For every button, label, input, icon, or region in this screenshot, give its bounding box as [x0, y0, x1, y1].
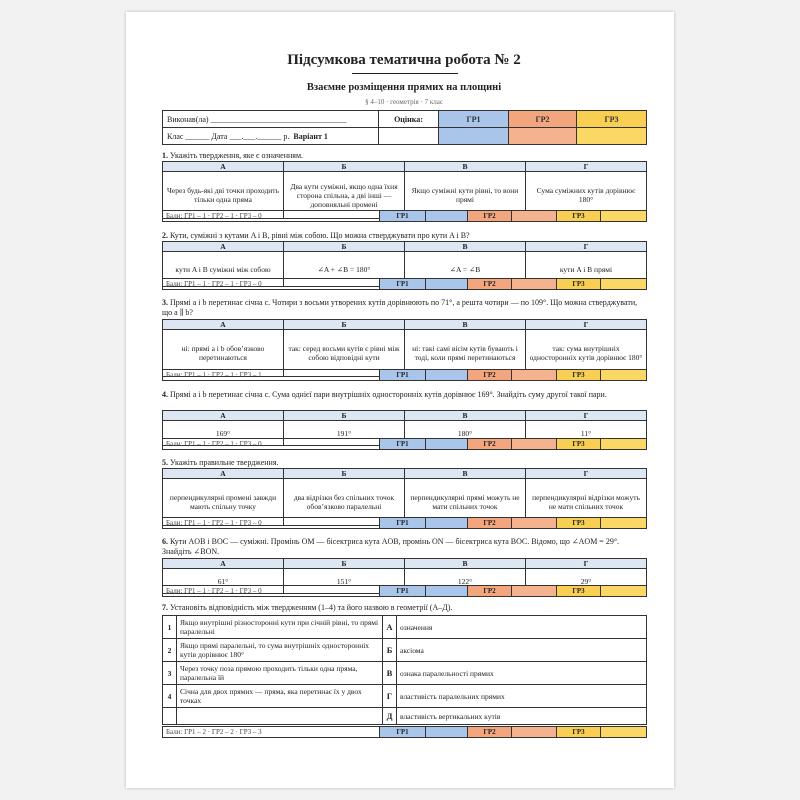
- answer-option[interactable]: Якщо суміжні кути рівні, то вони прямі: [405, 172, 526, 219]
- option-letter: Г: [526, 411, 647, 421]
- question-7-score-row: [162, 726, 647, 738]
- option-letter: Б: [284, 559, 405, 569]
- question-4-text: [162, 390, 646, 400]
- option-letter: А: [163, 411, 284, 421]
- score-text: Бали: ГР1 – 1 · ГР2 – 1 · ГР3 – 0: [163, 211, 380, 222]
- answer-option[interactable]: ні: прямі a і b обов’язково перетинаються: [163, 330, 284, 377]
- score-label-gr1: ГР1: [380, 370, 426, 381]
- page-title: Підсумкова тематична робота № 2: [287, 52, 521, 68]
- student-header-table: [162, 110, 647, 145]
- term-text[interactable]: властивість паралельних прямих: [397, 685, 647, 708]
- score-cell-gr3[interactable]: [601, 727, 647, 738]
- score-cell-gr3[interactable]: [601, 439, 647, 450]
- worksheet-page: [126, 12, 674, 788]
- term-letter: В: [383, 662, 397, 685]
- option-letter: А: [163, 559, 284, 569]
- option-letter: Б: [284, 320, 405, 330]
- score-label-gr2: ГР2: [468, 518, 512, 529]
- grade-cell-gr1[interactable]: [439, 128, 509, 145]
- question-6-score-row: [162, 585, 647, 597]
- answer-option[interactable]: так: сума внутрішніх односторонніх кутів дорівнює 180°: [526, 330, 647, 377]
- grade-label: Оцінка:: [379, 111, 439, 128]
- question-7-prompt: Установіть відповідність між твердженням (1–4) та його назвою в геометрії (А–Д).: [170, 603, 453, 612]
- score-cell-gr1[interactable]: [426, 211, 468, 222]
- question-number: 4.: [162, 390, 168, 399]
- question-3-text: [162, 298, 646, 318]
- score-label-gr2: ГР2: [468, 370, 512, 381]
- grade-cell-gr3[interactable]: [577, 128, 647, 145]
- answer-option[interactable]: 180°: [405, 421, 526, 446]
- score-cell-gr3[interactable]: [601, 586, 647, 597]
- answer-option[interactable]: 29°: [526, 569, 647, 594]
- score-label-gr3: ГР3: [557, 370, 601, 381]
- question-number: 1.: [162, 151, 168, 160]
- score-cell-gr3[interactable]: [601, 279, 647, 290]
- option-letter: Б: [284, 162, 405, 172]
- answer-option[interactable]: кути A і B прямі: [526, 252, 647, 287]
- option-letter: Б: [284, 411, 405, 421]
- score-label-gr2: ГР2: [468, 211, 512, 222]
- score-cell-gr2[interactable]: [512, 586, 557, 597]
- title-underline: [352, 73, 458, 74]
- answer-option[interactable]: перпендикулярні прямі можуть не мати спільних точок: [405, 479, 526, 526]
- term-text[interactable]: аксіома: [397, 639, 647, 662]
- score-cell-gr1[interactable]: [426, 518, 468, 529]
- question-prompt: Прямі a і b перетинає січна c. Сума однієї пари внутрішніх односторонніх кутів дорівнює 169°. Знайдіть суму другої такої пари.: [170, 390, 607, 399]
- question-5-score-row: [162, 517, 647, 529]
- score-text: Бали: ГР1 – 1 · ГР2 – 1 · ГР3 – 0: [163, 518, 380, 529]
- option-letter: А: [163, 320, 284, 330]
- answer-option[interactable]: Через будь-які дві точки проходить тільки одна пряма: [163, 172, 284, 219]
- score-label-gr3: ГР3: [557, 586, 601, 597]
- variant-label: Варіант 1: [293, 131, 328, 141]
- statement-text: Січна для двох прямих — пряма, яка перетинає їх у двох точках: [177, 685, 383, 708]
- option-letter: Б: [284, 242, 405, 252]
- option-letter: Г: [526, 559, 647, 569]
- answer-option[interactable]: 169°: [163, 421, 284, 446]
- group-header-gr3: ГР3: [577, 111, 647, 128]
- group-header-gr2: ГР2: [509, 111, 577, 128]
- statement-number: 1: [163, 616, 177, 639]
- question-number: 2.: [162, 231, 168, 240]
- question-7-number: 7.: [162, 603, 168, 612]
- question-2-score-row: [162, 278, 647, 290]
- score-label-gr3: ГР3: [557, 211, 601, 222]
- question-4-score-row: [162, 438, 647, 450]
- term-letter: Б: [383, 639, 397, 662]
- option-letter: Г: [526, 242, 647, 252]
- score-text: Бали: ГР1 – 1 · ГР2 – 1 · ГР3 – 1: [163, 370, 380, 381]
- score-label-gr1: ГР1: [380, 727, 426, 738]
- statement-number: 3: [163, 662, 177, 685]
- score-cell-gr2[interactable]: [512, 518, 557, 529]
- question-prompt: Кути, суміжні з кутами A і B, рівні між собою. Що можна стверджувати про кути A і B?: [170, 231, 470, 240]
- score-cell-gr2[interactable]: [512, 439, 557, 450]
- page-subtitle: Взаємне розміщення прямих на площині: [306, 82, 502, 93]
- score-cell-gr2[interactable]: [512, 727, 557, 738]
- score-label-gr1: ГР1: [380, 439, 426, 450]
- performed-field[interactable]: Виконав(ла) __________________________________: [163, 111, 379, 128]
- score-label-gr3: ГР3: [557, 727, 601, 738]
- class-date-text: Клас ______ Дата ___.___.______ р.: [167, 131, 290, 141]
- score-label-gr2: ГР2: [468, 727, 512, 738]
- question-3-score-row: [162, 369, 647, 381]
- group-header-gr1: ГР1: [439, 111, 509, 128]
- term-letter: Г: [383, 685, 397, 708]
- score-label-gr3: ГР3: [557, 279, 601, 290]
- question-6-text: [162, 537, 646, 557]
- option-letter: В: [405, 242, 526, 252]
- answer-option[interactable]: ∠A = ∠B: [405, 252, 526, 287]
- score-label-gr1: ГР1: [380, 279, 426, 290]
- question-1-text: [162, 151, 646, 161]
- question-prompt: Укажіть правильне твердження.: [170, 458, 279, 467]
- answer-option[interactable]: перпендикулярні промені завжди мають спільну точку: [163, 479, 284, 526]
- statement-text: Якщо внутрішні різносторонні кути при січній рівні, то прямі паралельні: [177, 616, 383, 639]
- question-number: 6.: [162, 537, 168, 546]
- option-letter: Б: [284, 469, 405, 479]
- answer-option[interactable]: кути A і B суміжні між собою: [163, 252, 284, 287]
- option-letter: В: [405, 162, 526, 172]
- score-cell-gr1[interactable]: [426, 439, 468, 450]
- score-label-gr3: ГР3: [557, 518, 601, 529]
- question-number: 3.: [162, 298, 168, 307]
- page-meta: § 4–10 · геометрія · 7 клас: [365, 98, 443, 106]
- answer-option[interactable]: 122°: [405, 569, 526, 594]
- option-letter: А: [163, 469, 284, 479]
- option-letter: В: [405, 320, 526, 330]
- statement-text: Через точку поза прямою проходить тільки одна пряма, паралельна їй: [177, 662, 383, 685]
- question-prompt: Укажіть твердження, яке є означенням.: [170, 151, 304, 160]
- score-text: Бали: ГР1 – 1 · ГР2 – 1 · ГР3 – 0: [163, 586, 380, 597]
- option-letter: Г: [526, 320, 647, 330]
- statement-number-empty: [163, 708, 177, 725]
- question-prompt: Кути AOB і BOC — суміжні. Промінь OM — бісектриса кута AOB, промінь ON — бісектриса кута BOC. Відомо, що ∠AOM = 29°. Знайдіть ∠BON.: [162, 537, 620, 556]
- grade-value-cell[interactable]: [379, 128, 439, 145]
- score-cell-gr3[interactable]: [601, 211, 647, 222]
- statement-number: 2: [163, 639, 177, 662]
- answer-option[interactable]: так: серед восьми кутів є рівні між собою відповідні кути: [284, 330, 405, 377]
- score-cell-gr1[interactable]: [426, 586, 468, 597]
- score-cell-gr2[interactable]: [512, 211, 557, 222]
- score-cell-gr1[interactable]: [426, 727, 468, 738]
- answer-option[interactable]: Сума суміжних кутів дорівнює 180°: [526, 172, 647, 219]
- score-label-gr2: ГР2: [468, 586, 512, 597]
- option-letter: Г: [526, 469, 647, 479]
- score-cell-gr1[interactable]: [426, 279, 468, 290]
- score-text: Бали: ГР1 – 1 · ГР2 – 1 · ГР3 – 0: [163, 279, 380, 290]
- question-2-text: [162, 231, 646, 241]
- answer-option[interactable]: Два кути суміжні, якщо одна їхня сторона спільна, а дві інші — доповняльні промені: [284, 172, 405, 219]
- answer-option[interactable]: 191°: [284, 421, 405, 446]
- grade-cell-gr2[interactable]: [509, 128, 577, 145]
- answer-option[interactable]: 151°: [284, 569, 405, 594]
- term-text[interactable]: властивість вертикальних кутів: [397, 708, 647, 725]
- question-1-score-row: [162, 210, 647, 222]
- class-date-field[interactable]: [163, 128, 379, 145]
- score-label-gr1: ГР1: [380, 586, 426, 597]
- term-letter: Д: [383, 708, 397, 725]
- statement-number: 4: [163, 685, 177, 708]
- option-letter: А: [163, 162, 284, 172]
- term-letter: А: [383, 616, 397, 639]
- option-letter: В: [405, 559, 526, 569]
- answer-option[interactable]: 11°: [526, 421, 647, 446]
- score-label-gr1: ГР1: [380, 211, 426, 222]
- question-number: 5.: [162, 458, 168, 467]
- answer-option[interactable]: перпендикулярні відрізки можуть не мати спільних точок: [526, 479, 647, 526]
- score-cell-gr3[interactable]: [601, 518, 647, 529]
- answer-option[interactable]: ні: такі самі вісім кутів бувають і тоді, коли прямі перетинаються: [405, 330, 526, 377]
- score-cell-gr3[interactable]: [601, 370, 647, 381]
- score-text: Бали: ГР1 – 1 · ГР2 – 1 · ГР3 – 0: [163, 439, 380, 450]
- answer-option[interactable]: 61°: [163, 569, 284, 594]
- answer-option[interactable]: два відрізки без спільних точок обов’язково паралельні: [284, 479, 405, 526]
- score-label-gr1: ГР1: [380, 518, 426, 529]
- option-letter: В: [405, 411, 526, 421]
- question-7-text: [162, 603, 646, 613]
- term-text[interactable]: ознака паралельності прямих: [397, 662, 647, 685]
- question-prompt: Прямі a і b перетинає січна c. Чотири з восьми утворених кутів дорівнюють по 71°, а решта чотири — по 109°. Що можна стверджувати, що a ∥ b?: [162, 298, 638, 317]
- option-letter: В: [405, 469, 526, 479]
- score-label-gr3: ГР3: [557, 439, 601, 450]
- score-label-gr2: ГР2: [468, 439, 512, 450]
- option-letter: А: [163, 242, 284, 252]
- matching-table: [162, 615, 647, 725]
- question-5-text: [162, 458, 646, 468]
- score-cell-gr1[interactable]: [426, 370, 468, 381]
- term-text[interactable]: означення: [397, 616, 647, 639]
- statement-text: Якщо прямі паралельні, то сума внутрішніх односторонніх кутів дорівнює 180°: [177, 639, 383, 662]
- question-7-score-text: Бали: ГР1 – 2 · ГР2 – 2 · ГР3 – 3: [163, 727, 380, 738]
- score-cell-gr2[interactable]: [512, 370, 557, 381]
- statement-text-empty: [177, 708, 383, 725]
- score-cell-gr2[interactable]: [512, 279, 557, 290]
- answer-option[interactable]: ∠A + ∠B = 180°: [284, 252, 405, 287]
- option-letter: Г: [526, 162, 647, 172]
- score-label-gr2: ГР2: [468, 279, 512, 290]
